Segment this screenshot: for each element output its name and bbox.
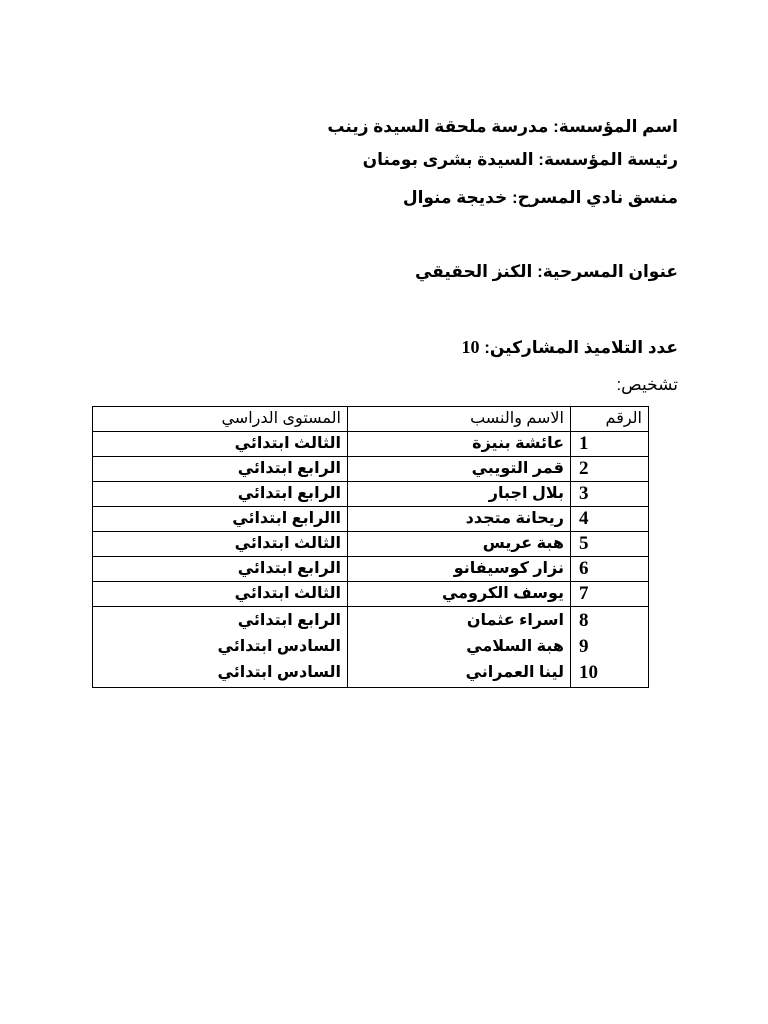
coordinator-value: خديجة منوال <box>402 188 508 207</box>
row-level: الرابع ابتدائي <box>93 482 348 507</box>
row-level: الرابع ابتدائي <box>93 457 348 482</box>
row-name: بلال اجبار <box>348 482 571 507</box>
row-name: يوسف الكرومي <box>348 582 571 607</box>
table-row <box>93 635 649 659</box>
row-level: الثالث ابتدائي <box>93 432 348 457</box>
row-name: ريحانة متجدد <box>348 507 571 532</box>
table-row <box>93 457 649 482</box>
director-value: السيدة بشرى بومنان <box>362 150 534 169</box>
play-title-value: الكنز الحقيقي <box>414 262 533 281</box>
play-title-label: عنوان المسرحية: <box>537 262 678 281</box>
table-row <box>93 659 649 688</box>
table-row <box>93 582 649 607</box>
header-number: الرقم <box>571 407 649 432</box>
institution-label: اسم المؤسسة: <box>553 117 678 136</box>
institution-value: مدرسة ملحقة السيدة زينب <box>327 117 549 136</box>
row-level: االرابع ابتدائي <box>93 507 348 532</box>
row-number: 5 <box>571 532 649 557</box>
row-level: الثالث ابتدائي <box>93 582 348 607</box>
cast-label: تشخيص: <box>616 375 678 394</box>
table-row <box>93 507 649 532</box>
director-line <box>363 150 678 170</box>
row-level: الرابع ابتدائي <box>93 607 348 636</box>
row-name: قمر التويبي <box>348 457 571 482</box>
row-number: 9 <box>571 635 649 659</box>
table-row <box>93 607 649 636</box>
table-row <box>93 557 649 582</box>
row-name: نزار كوسيفانو <box>348 557 571 582</box>
coordinator-line <box>403 188 678 208</box>
participant-count-value: 10 <box>461 337 480 357</box>
play-title-line <box>415 262 678 282</box>
row-level: الثالث ابتدائي <box>93 532 348 557</box>
row-name: لينا العمراني <box>348 659 571 688</box>
row-level: الرابع ابتدائي <box>93 557 348 582</box>
table-row <box>93 432 649 457</box>
cast-table <box>92 406 649 688</box>
table-row <box>93 532 649 557</box>
table-row <box>93 482 649 507</box>
row-name: هبة عريس <box>348 532 571 557</box>
coordinator-label: منسق نادي المسرح: <box>512 188 678 207</box>
row-level: السادس ابتدائي <box>93 635 348 659</box>
row-name: عائشة بنيزة <box>348 432 571 457</box>
row-number: 6 <box>571 557 649 582</box>
row-number: 4 <box>571 507 649 532</box>
header-name: الاسم والنسب <box>348 407 571 432</box>
director-label: رئيسة المؤسسة: <box>538 150 678 169</box>
row-number: 3 <box>571 482 649 507</box>
row-number: 8 <box>571 607 649 636</box>
row-number: 2 <box>571 457 649 482</box>
participant-count-line <box>461 337 678 358</box>
row-number: 7 <box>571 582 649 607</box>
row-number: 10 <box>571 659 649 688</box>
row-level: السادس ابتدائي <box>93 659 348 688</box>
table-header-row <box>93 407 649 432</box>
header-level: المستوى الدراسي <box>93 407 348 432</box>
participant-count-label: عدد التلاميذ المشاركين: <box>484 338 678 357</box>
row-name: هبة السلامي <box>348 635 571 659</box>
institution-line <box>327 117 678 137</box>
row-name: اسراء عثمان <box>348 607 571 636</box>
row-number: 1 <box>571 432 649 457</box>
